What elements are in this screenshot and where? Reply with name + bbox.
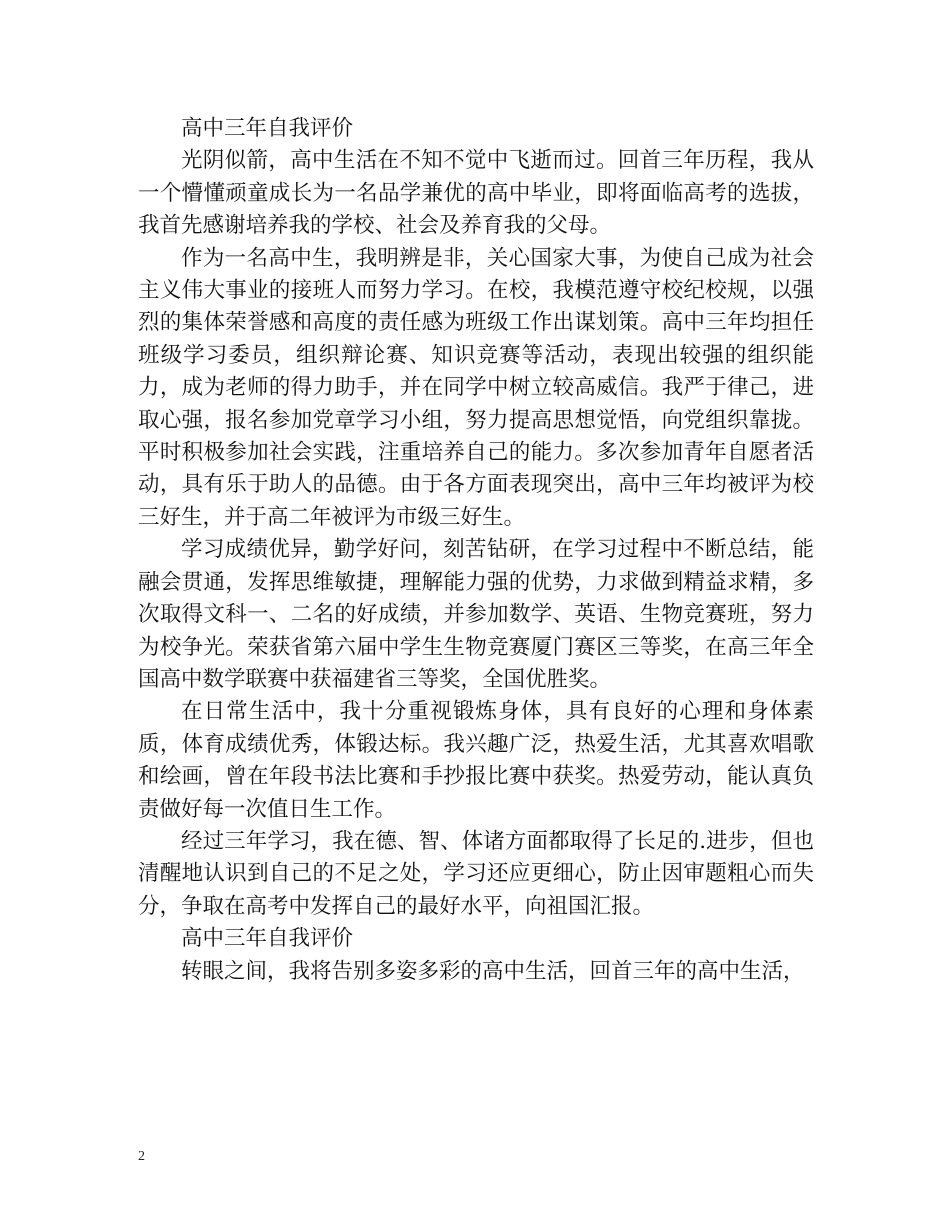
paragraph-3: 学习成绩优异，勤学好问，刻苦钻研，在学习过程中不断总结，能融会贯通，发挥思维敏捷，理解能力强的优势，力求做到精益求精，多次取得文科一、二名的好成绩，并参加数学、英语、生物竞赛班，努力为校争光。荣获省第六届中学生生物竞赛厦门赛区三等奖，在高三年全国高中数学联赛中获福建省三等奖，全国优胜奖。 xyxy=(138,537,814,692)
document-body xyxy=(138,113,814,988)
paragraph-4: 在日常生活中，我十分重视锻炼身体，具有良好的心理和身体素质，体育成绩优秀，体锻达标。我兴趣广泛，热爱生活，尤其喜欢唱歌和绘画，曾在年段书法比赛和手抄报比赛中获奖。热爱劳动，能认真负责做好每一次值日生工作。 xyxy=(138,699,814,822)
section-heading-2: 高中三年自我评价 xyxy=(181,926,354,952)
paragraph-1: 光阴似箭，高中生活在不知不觉中飞逝而过。回首三年历程，我从一个懵懂顽童成长为一名品学兼优的高中毕业，即将面临高考的选拔，我首先感谢培养我的学校、社会及养育我的父母。 xyxy=(138,148,814,239)
section-heading-1: 高中三年自我评价 xyxy=(181,116,354,141)
paragraph-5: 经过三年学习，我在德、智、体诸方面都取得了长足的.进步，但也清醒地认识到自己的不足之处，学习还应更细心，防止因审题粗心而失分，争取在高考中发挥自己的最好水平，向祖国汇报。 xyxy=(138,828,814,919)
paragraph-2: 作为一名高中生，我明辨是非，关心国家大事，为使自己成为社会主义伟大事业的接班人而努力学习。在校，我模范遵守校纪校规，以强烈的集体荣誉感和高度的责任感为班级工作出谋划策。高中三年均担任班级学习委员，组织辩论赛、知识竞赛等活动，表现出较强的组织能力，成为老师的得力助手，并在同学中树立较高威信。我严于律己，进取心强，报名参加党章学习小组，努力提高思想觉悟，向党组织靠拢。平时积极参加社会实践，注重培养自己的能力。多次参加青年自愿者活动，具有乐于助人的品德。由于各方面表现突出，高中三年均被评为校三好生，并于高二年被评为市级三好生。 xyxy=(138,245,814,530)
paragraph-6: 转眼之间，我将告别多姿多彩的高中生活，回首三年的高中生活， xyxy=(181,958,805,984)
page-number: 2 xyxy=(138,1149,145,1164)
